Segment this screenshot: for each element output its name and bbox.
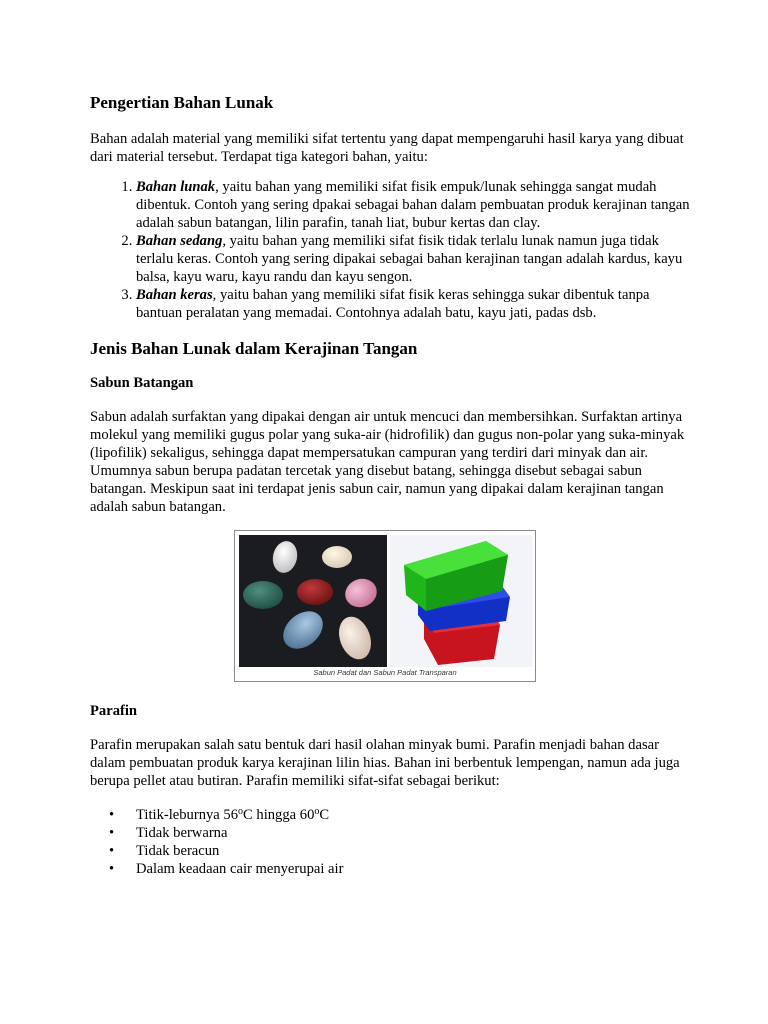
section-heading-jenis: Jenis Bahan Lunak dalam Kerajinan Tangan (90, 339, 418, 358)
solid-soap-illustration (239, 535, 387, 667)
list-item-term: Bahan sedang (136, 233, 223, 249)
transparent-soap-photo (390, 535, 533, 667)
parafin-paragraph: Parafin merupakan salah satu bentuk dari hasil olahan minyak bumi. Parafin menjadi bahan dasar dalam pembuatan produk karya kerajinan lilin hias. Bahan ini berbentuk lempengan, namun ada juga berupa pellet atau butiran. Parafin memiliki sifat-sifat sebagai berikut: (90, 737, 680, 789)
list-item-term: Bahan keras (136, 287, 213, 303)
intro-paragraph: Bahan adalah material yang memiliki sifat tertentu yang dapat mempengaruhi hasil karya yang dibuat dari material tersebut. Terdapat tiga kategori bahan, yaitu: (90, 131, 684, 165)
figure-caption: Sabun Padat dan Sabun Padat Transparan (313, 668, 457, 677)
document-content (90, 92, 690, 878)
list-item: • Dalam keadaan cair menyerupai air (136, 860, 690, 878)
sabun-paragraph: Sabun adalah surfaktan yang dipakai dengan air untuk mencuci dan membersihkan. Surfaktan artinya molekul yang memiliki gugus polar yang suka-air (hidrofilik) dan gugus non-polar yang suka-minyak (lipofilik) sekaligus, sehingga dapat mempersatukan campuran yang terdiri dari minyak dan air. Umumnya sabun berupa padatan tercetak yang disebut batang, sehingga disebut sebagai sabun batangan. Meskipun saat ini terdapat jenis sabun cair, namun yang dipakai dalam kerajinan tangan adalah sabun batangan. (90, 409, 685, 515)
category-list (90, 178, 690, 322)
solid-soap-photo (239, 535, 387, 667)
degree-sup: o (238, 806, 244, 817)
properties-list (90, 806, 690, 878)
transparent-soap-illustration (390, 535, 533, 667)
subheading-sabun: Sabun Batangan (90, 375, 194, 391)
soap-figure (234, 530, 536, 682)
melting-point-prefix: Titik-leburnya 56 (136, 807, 239, 823)
list-item-text: , yaitu bahan yang memiliki sifat fisik keras sehingga sukar dibentuk tanpa bantuan peralatan yang memadai. Contohnya adalah batu, kayu jati, padas dsb. (136, 287, 650, 321)
list-item-text: , yaitu bahan yang memiliki sifat fisik empuk/lunak sehingga sangat mudah dibentuk. Contoh yang sering dpakai sebagai bahan dalam pembuatan produk kerajinan tangan adalah sabun batangan, lilin parafin, tanah liat, bubur kertas dan clay. (136, 179, 690, 231)
list-item (136, 286, 690, 322)
list-item (136, 178, 690, 232)
list-item (136, 806, 690, 824)
list-item-text: , yaitu bahan yang memiliki sifat fisik tidak terlalu lunak namun juga tidak terlalu keras. Contoh yang sering dipakai sebagai bahan kerajinan tangan adalah kardus, kayu balsa, kayu waru, kayu randu dan kayu sengon. (136, 233, 683, 285)
list-item (136, 232, 690, 286)
section-heading-pengertian: Pengertian Bahan Lunak (90, 93, 274, 112)
list-item-term: Bahan lunak (136, 179, 216, 195)
degree-sup: o (314, 806, 320, 817)
melting-point-unit: C (319, 807, 330, 823)
list-item: • Tidak beracun (136, 842, 690, 860)
list-item: • Tidak berwarna (136, 824, 690, 842)
melting-point-mid: C hingga 60 (243, 807, 315, 823)
subheading-parafin: Parafin (90, 703, 138, 719)
